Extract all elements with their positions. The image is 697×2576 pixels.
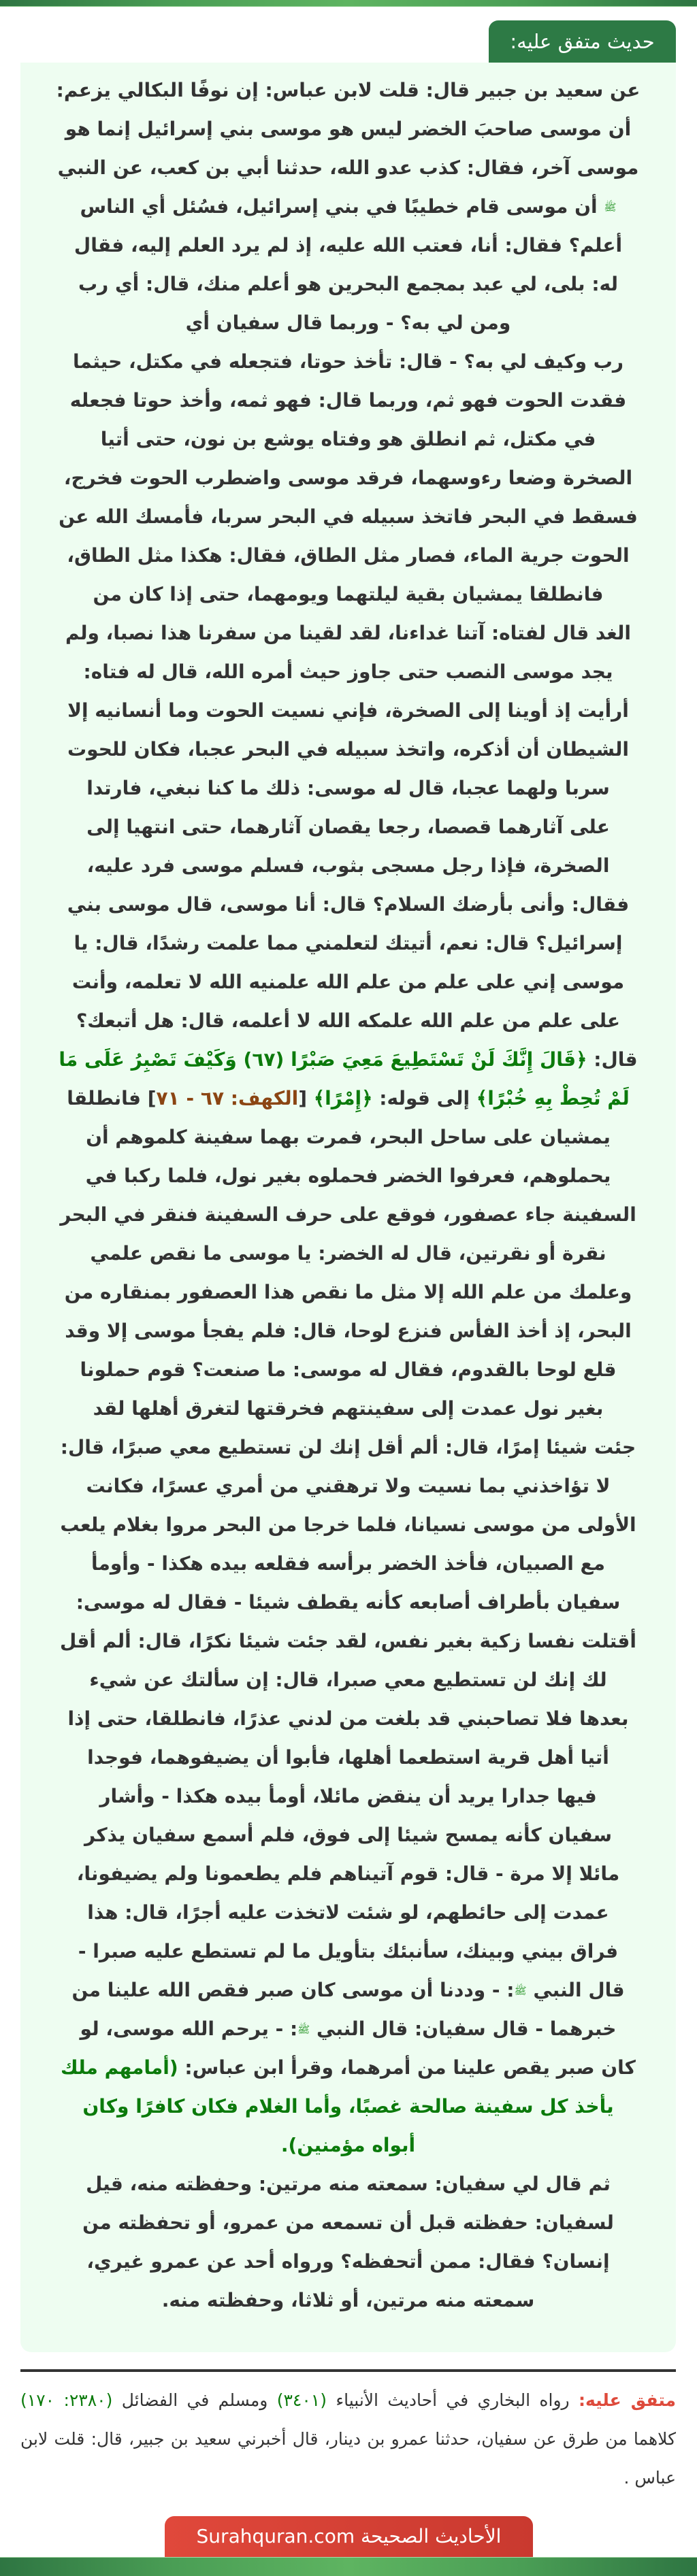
text-line: ثم قال لي سفيان: سمعته منه مرتين: وحفظته منه، قيل [86, 2173, 611, 2195]
text-line: على علم من علم الله علمكه الله لا أعلمه، قال: هل أتبعك؟ [76, 1009, 621, 1032]
text-line: موسى آخر، فقال: كذب عدو الله، حدثنا أبي بن كعب، عن النبي [57, 156, 639, 179]
citation-text: كلاهما من طرق عن سفيان، حدثنا عمرو بن دينار، قال أخبرني سعيد بن جبير، قال: قلت لابن عباس . [20, 2429, 676, 2488]
text-segment: خبرهما - قال سفيان: قال النبي [310, 2018, 617, 2040]
muslim-number: (٢٣٨٠: ١٧٠) [20, 2390, 113, 2410]
text-segment: : - يرحم الله موسى، لو [80, 2018, 298, 2040]
text-line: الشيطان أن أذكره، واتخذ سبيله في البحر عجبا، فكان للحوت [67, 738, 629, 760]
text-line: ومن لي به؟ - وربما قال سفيان أي [185, 312, 511, 334]
text-line: مائلا إلا مرة - قال: قوم آتيناهم فلم يطعمونا ولم يضيفونا، [76, 1862, 620, 1885]
text-segment: كان صبر يقص علينا من أمرهما، وقرأ ابن عباس: [178, 2056, 636, 2079]
hadith-paragraph-2 [30, 1118, 666, 1971]
text-line: يمشيان على ساحل البحر، فمرت بهما سفينة كلموهم أن [86, 1126, 611, 1148]
text-line: قلع لوحا بالقدوم، فقال له موسى: ما صنعت؟ قوم حملونا [80, 1358, 617, 1381]
verse-line-2 [30, 1079, 666, 1118]
hadith-closing-paragraph [30, 2164, 666, 2320]
text-line: الصخرة وضعا رءوسهما، فرقد موسى واضطرب الحوت فخرج، [63, 467, 633, 489]
text-line: موسى إني على علم من علم الله علمنيه الله لا تعلمه، وأنت [71, 971, 625, 993]
text-line: نقرة أو نقرتين، قال له الخضر: يا موسى ما نقص علمي [90, 1242, 606, 1265]
pbuh-icon: ﷺ [604, 201, 617, 214]
hadith-paragraph-1 [30, 71, 666, 1040]
quranic-reading-line: يأخذ كل سفينة صالحة غصبًا، وأما الغلام فكان كافرًا وكان [82, 2095, 614, 2118]
hadith-type-badge: حديث متفق عليه: [489, 20, 676, 63]
text-line: سمعته منه مرتين، أو ثلاثا، وحفظته منه. [161, 2289, 535, 2311]
text-line: لا تؤاخذني بما نسيت ولا ترهقني من أمري عسرًا، فكانت [86, 1475, 611, 1497]
quran-verse: ﴿قَالَ إِنَّكَ لَنْ تَسْتَطِيعَ مَعِيَ صَبْرًا (٦٧) وَكَيْفَ تَصْبِرُ عَلَى مَا [59, 1048, 587, 1071]
quran-verse: ﴿إِمْرًا﴾ [313, 1087, 373, 1109]
text-line: فسقط في البحر فاتخذ سبيله في البحر سربا، فأمسك الله عن [59, 505, 638, 528]
text-line: وعلمك من علم الله إلا مثل ما نقص هذا العصفور بمنقاره من [64, 1281, 632, 1303]
verse-line-1 [30, 1040, 666, 1079]
text-line: يجد موسى النصب حتى جاوز حيث أمره الله، قال له فتاه: [83, 660, 613, 683]
text-line: جئت شيئا إمرًا، قال: ألم أقل إنك لن تستطيع معي صبرًا، قال: [60, 1436, 636, 1458]
text-line: إسرائيل؟ قال: نعم، أتيتك لتعلمني مما علمت رشدًا، قال: يا [74, 932, 623, 954]
reading-line [30, 2048, 666, 2087]
bracket: [ [298, 1087, 314, 1109]
pbuh-icon: ﷺ [514, 1984, 527, 1997]
text-line: الصخرة، فإذا رجل مسجى بثوب، فسلم موسى فرد عليه، [86, 854, 610, 877]
text-line: بغير نول عمدت إلى سفينتهم فخرقتها لتغرق أهلها لقد [93, 1397, 604, 1420]
pbuh-line-2 [30, 2009, 666, 2048]
text-line: في مكتل، ثم انطلق هو وفتاه يوشع بن نون، حتى أتيا [100, 428, 596, 450]
text-line: أرأيت إذ أوينا إلى الصخرة، فإني نسيت الحوت وما أنسانيه إلا [67, 699, 629, 722]
text-segment: : - وددنا أن موسى كان صبر فقص الله علينا من [71, 1979, 515, 2001]
text-line: له: بلى، لي عبد بمجمع البحرين هو أعلم منك، قال: أي رب [78, 273, 619, 295]
citation-text: رواه البخاري في أحاديث الأنبياء [326, 2390, 579, 2410]
sura-reference-range: ٦٧ - ٧١ [156, 1087, 225, 1109]
text-line: فراق بيني وبينك، سأنبئك بتأويل ما لم تستطع عليه صبرا - [78, 1940, 619, 1962]
text-line: سفيان كأنه يمسح شيئا إلى فوق، فلم أسمع سفيان يذكر [84, 1824, 613, 1846]
text-line: إنسان؟ فقال: ممن أتحفظه؟ ورواه أحد عن عمرو غيري، [86, 2250, 610, 2273]
text-line: فيها جدارا يريد أن ينقض مائلا، أومأ بيده هكذا - وأشار [99, 1785, 597, 1807]
site-link-button[interactable]: الأحاديث الصحيحة Surahquran.com [165, 2516, 533, 2557]
text-segment: قال النبي [526, 1979, 625, 2001]
text-line: رب وكيف لي به؟ - قال: تأخذ حوتا، فتجعله في مكتل، حيثما [72, 350, 624, 373]
section-divider [20, 2369, 676, 2372]
pbuh-line-1 [30, 1971, 666, 2009]
text-line: سربا ولهما عجبا، قال له موسى: ذلك ما كنا نبغي، فارتدا [86, 777, 610, 799]
citation-text: ومسلم في الفضائل [112, 2390, 277, 2410]
text-line: سفيان بأطراف أصابعه كأنه يقطف شيئا - فقال له موسى: [76, 1591, 621, 1613]
text-line: فقدت الحوت فهو ثم، وربما قال: فهو ثمه، وأخذ حوتا فجعله [69, 389, 627, 412]
bottom-decorative-bar [0, 2557, 697, 2576]
text-line: أعلم؟ فقال: أنا، فعتب الله عليه، إذ لم يرد العلم إليه، فقال [74, 234, 623, 256]
text-line: لسفيان: حفظته قبل أن تسمعه من عمرو، أو تحفظته من [82, 2211, 614, 2234]
text-line: يحملوهم، فعرفوا الخضر فحملوه بغير نول، فلما ركبا في [85, 1165, 611, 1187]
text-line: عن سعيد بن جبير قال: قلت لابن عباس: إن نوفًا البكالي يزعم: [56, 79, 641, 101]
text-line: الغد قال لفتاه: آتنا غداءنا، لقد لقينا من سفرنا هذا نصبا، ولم [65, 622, 632, 644]
pbuh-icon: ﷺ [297, 2023, 310, 2036]
hadith-text [30, 71, 666, 2320]
text-line: فانطلقا يمشيان بقية ليلتهما ويومهما، حتى إذا كان من [93, 583, 604, 605]
quranic-reading-line: أبواه مؤمنين). [280, 2134, 416, 2156]
text-segment: إلى قوله: [372, 1087, 476, 1109]
citation [20, 2381, 676, 2497]
text-line: أن موسى صاحبَ الخضر ليس هو موسى بني إسرائيل إنما هو [65, 118, 632, 140]
text-line: بعدها فلا تصاحبني قد بلغت من لدني عذرًا، فانطلقا، حتى إذا [67, 1707, 629, 1730]
top-decorative-bar [0, 0, 697, 7]
text-line: ﷺ أن موسى قام خطيبًا في بني إسرائيل، فسُئل أي الناس [80, 195, 617, 218]
quranic-reading: (أمامهم ملك [61, 2056, 178, 2079]
text-line: لك إنك لن تستطيع معي صبرا، قال: إن سألتك عن شيء [89, 1669, 607, 1691]
text-line: الأولى من موسى نسيانا، فلما خرجا من البحر مروا بغلام يلعب [60, 1513, 636, 1536]
quran-verse: لَمْ تُحِطْ بِهِ خُبْرًا﴾ [476, 1087, 630, 1109]
bracket: ] [147, 1087, 157, 1109]
bukhari-number: (٣٤٠١) [276, 2390, 327, 2410]
text-line: أقتلت نفسا زكية بغير نفس، لقد جئت شيئا نكرًا، قال: ألم أقل [60, 1630, 636, 1652]
text-line: على آثارهما قصصا، رجعا يقصان آثارهما، حتى انتهيا إلى [86, 816, 610, 838]
text-line: فقال: وأنى بأرضك السلام؟ قال: أنا موسى، قال موسى بني [67, 893, 630, 916]
text-line: السفينة جاء عصفور، فوقع على حرف السفينة فنقر في البحر [60, 1203, 636, 1226]
citation-label: متفق عليه: [579, 2390, 677, 2410]
text-line: عمدت إلى حائطهم، لو شئت لاتخذت عليه أجرًا، قال: هذا [87, 1901, 609, 1924]
text-segment: قال: [587, 1048, 638, 1071]
sura-reference-name: الكهف: [224, 1087, 299, 1109]
text-line: مع الصبيان، فأخذ الخضر برأسه فقلعه بيده هكذا - وأومأ [91, 1552, 606, 1575]
text-segment: فانطلقا [67, 1087, 148, 1109]
text-line: الحوت جرية الماء، فصار مثل الطاق، فقال: هكذا مثل الطاق، [67, 544, 630, 567]
text-line: أتيا أهل قرية استطعما أهلها، فأبوا أن يضيفوهما، فوجدا [87, 1746, 609, 1769]
text-line: البحر، إذ أخذ الفأس فنزع لوحا، قال: فلم يفجأ موسى إلا وقد [65, 1320, 632, 1342]
